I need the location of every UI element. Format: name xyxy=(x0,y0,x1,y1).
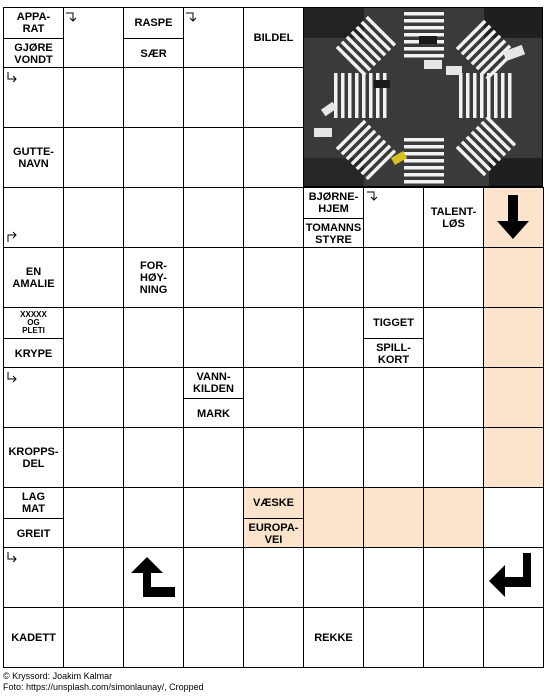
answer-cell[interactable] xyxy=(363,427,424,488)
answer-cell[interactable] xyxy=(123,487,184,548)
answer-cell[interactable] xyxy=(63,307,124,368)
arrow-icon xyxy=(6,371,18,383)
clue-cell xyxy=(3,607,64,668)
answer-cell[interactable] xyxy=(123,607,184,668)
answer-cell[interactable] xyxy=(63,607,124,668)
answer-cell[interactable] xyxy=(303,367,364,428)
clue-cell xyxy=(3,427,64,488)
answer-cell[interactable] xyxy=(123,187,184,248)
clue-cell xyxy=(3,307,64,368)
arrow-icon xyxy=(6,231,18,243)
clue-cell xyxy=(3,127,64,188)
clue-talentlos: TALENT- LØS xyxy=(430,205,477,230)
answer-cell[interactable] xyxy=(423,427,484,488)
answer-cell[interactable] xyxy=(303,487,364,548)
answer-cell[interactable] xyxy=(63,547,124,608)
answer-cell[interactable] xyxy=(483,307,544,368)
clue-raspe: RASPE xyxy=(134,17,173,29)
answer-cell[interactable] xyxy=(303,307,364,368)
clue-cell xyxy=(3,7,64,68)
answer-cell[interactable] xyxy=(363,367,424,428)
answer-cell[interactable] xyxy=(363,607,424,668)
answer-cell[interactable] xyxy=(63,67,124,128)
answer-cell[interactable] xyxy=(363,247,424,308)
answer-cell[interactable] xyxy=(183,607,244,668)
answer-cell[interactable] xyxy=(243,607,304,668)
answer-cell[interactable] xyxy=(303,547,364,608)
answer-cell[interactable] xyxy=(63,487,124,548)
clue-cell xyxy=(3,487,64,548)
answer-cell[interactable] xyxy=(363,547,424,608)
clue-bjornehjem: BJØRNE- HJEM xyxy=(308,191,359,215)
clue-tigget: TIGGET xyxy=(373,317,414,329)
answer-cell[interactable] xyxy=(183,487,244,548)
answer-cell[interactable] xyxy=(423,607,484,668)
thick-arrow-icon xyxy=(483,547,543,607)
answer-cell[interactable] xyxy=(243,187,304,248)
clue-en-amalie: EN AMALIE xyxy=(12,265,55,290)
answer-cell[interactable] xyxy=(183,547,244,608)
answer-cell[interactable] xyxy=(483,487,544,548)
clue-guttenavn: GUTTE- NAVN xyxy=(13,145,54,170)
answer-cell[interactable] xyxy=(123,367,184,428)
answer-cell[interactable] xyxy=(123,67,184,128)
clue-spillkort: SPILL- KORT xyxy=(364,338,423,368)
arrow-icon xyxy=(65,11,77,23)
clue-cell xyxy=(243,7,304,68)
answer-cell[interactable] xyxy=(183,187,244,248)
answer-cell[interactable] xyxy=(63,247,124,308)
answer-cell[interactable] xyxy=(123,307,184,368)
clue-bildel: BILDEL xyxy=(253,31,294,44)
crosswalk-photo xyxy=(303,7,543,187)
answer-cell[interactable] xyxy=(363,487,424,548)
clue-gjore-vondt: GJØRE VONDT xyxy=(4,38,63,68)
answer-cell[interactable] xyxy=(63,427,124,488)
clue-cell xyxy=(423,187,484,248)
clue-cell xyxy=(303,607,364,668)
clue-apparat: APPA- RAT xyxy=(16,11,51,35)
answer-cell[interactable] xyxy=(243,127,304,188)
answer-cell[interactable] xyxy=(483,427,544,488)
answer-cell[interactable] xyxy=(243,547,304,608)
answer-cell[interactable] xyxy=(123,127,184,188)
clue-rekke: REKKE xyxy=(314,631,353,644)
clue-cell xyxy=(363,307,424,368)
photo-credit-text: Foto: https://unsplash.com/simonlaunay/, Cropped xyxy=(3,682,204,692)
answer-cell[interactable] xyxy=(123,427,184,488)
answer-cell[interactable] xyxy=(423,247,484,308)
answer-cell[interactable] xyxy=(483,607,544,668)
answer-cell[interactable] xyxy=(483,367,544,428)
clue-mark: MARK xyxy=(184,398,243,428)
thick-arrow-icon xyxy=(123,547,183,607)
answer-cell[interactable] xyxy=(63,127,124,188)
answer-cell[interactable] xyxy=(423,487,484,548)
answer-cell[interactable] xyxy=(303,427,364,488)
credit-text: © Kryssord: Joakim Kalmar xyxy=(3,671,113,681)
answer-cell[interactable] xyxy=(183,67,244,128)
clue-kroppsdel: KROPPS- DEL xyxy=(8,445,59,470)
answer-cell[interactable] xyxy=(243,427,304,488)
answer-cell[interactable] xyxy=(303,247,364,308)
clue-tomannsstyre: TOMANNS STYRE xyxy=(304,218,363,248)
arrow-icon xyxy=(366,190,378,202)
clue-krype: KRYPE xyxy=(4,338,63,368)
clue-vannkilden: VANN- KILDEN xyxy=(193,371,234,395)
answer-cell[interactable] xyxy=(423,367,484,428)
answer-cell[interactable] xyxy=(243,307,304,368)
answer-cell[interactable] xyxy=(183,247,244,308)
clue-kadett: KADETT xyxy=(11,631,56,644)
arrow-icon xyxy=(6,71,18,83)
clue-lag-mat: LAG MAT xyxy=(21,491,46,515)
clue-forhoyning: FOR- HØY- NING xyxy=(139,259,168,296)
answer-cell[interactable] xyxy=(183,127,244,188)
credits xyxy=(3,671,204,693)
answer-cell[interactable] xyxy=(243,367,304,428)
answer-cell[interactable] xyxy=(183,427,244,488)
arrow-icon xyxy=(185,11,197,23)
clue-europavei: EUROPA- VEI xyxy=(244,518,303,548)
clue-greit: GREIT xyxy=(4,518,63,548)
clue-cell xyxy=(303,187,364,248)
answer-cell[interactable] xyxy=(243,247,304,308)
answer-cell[interactable] xyxy=(243,67,304,128)
answer-cell[interactable] xyxy=(63,367,124,428)
arrow-icon xyxy=(6,551,18,563)
clue-xxxxx-og-pleti: XXXXX OG PLETI xyxy=(20,310,47,335)
clue-cell xyxy=(3,247,64,308)
clue-saer: SÆR xyxy=(124,38,183,68)
answer-cell[interactable] xyxy=(423,307,484,368)
clue-cell xyxy=(183,367,244,428)
answer-cell[interactable] xyxy=(63,187,124,248)
answer-cell[interactable] xyxy=(423,547,484,608)
clue-cell xyxy=(123,247,184,308)
clue-cell xyxy=(123,7,184,68)
clue-vaeske: VÆSKE xyxy=(253,497,294,509)
thick-arrow-icon xyxy=(483,187,543,247)
answer-cell[interactable] xyxy=(183,307,244,368)
clue-cell xyxy=(243,487,304,548)
answer-cell[interactable] xyxy=(483,247,544,308)
